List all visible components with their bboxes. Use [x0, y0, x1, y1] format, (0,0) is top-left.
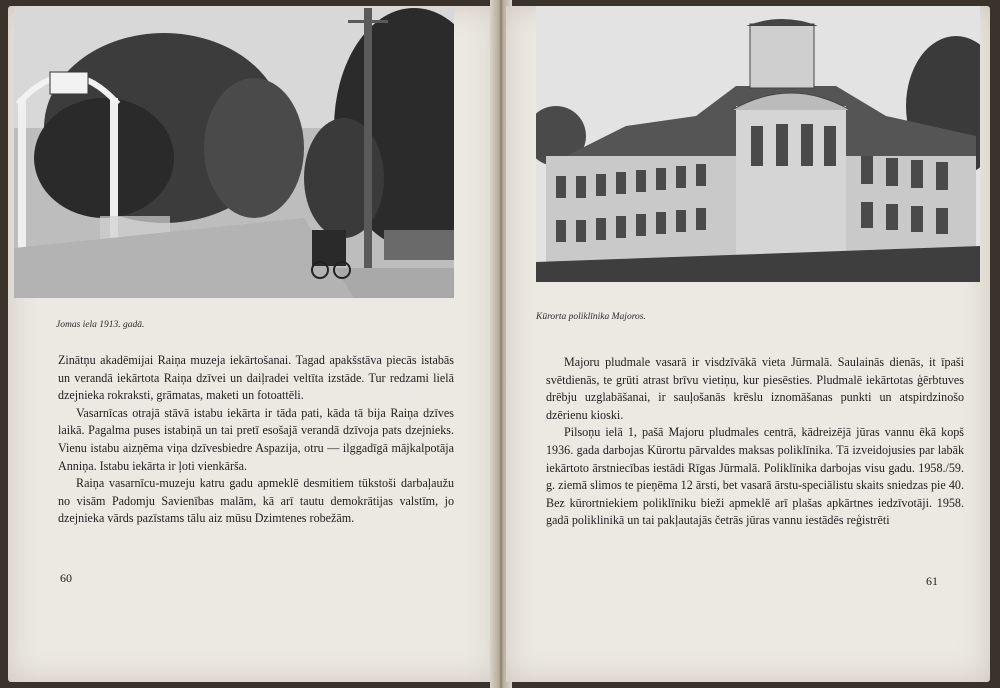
- left-paragraph: Raiņa vasarnīcu-muzeju katru gadu apmeklē desmitiem tūkstoši darbaļaužu no visām Padomju Savienības malām, kā arī tautu demokrātijas valstīm, jo dzejnieka vārds pazīstams tālu aiz mūsu Dzimtenes robežām.: [58, 476, 454, 526]
- right-page: [506, 6, 990, 682]
- left-photo-caption: Jomas iela 1913. gadā.: [56, 320, 145, 330]
- polyclinic-photo: [536, 6, 980, 282]
- left-page: [8, 6, 496, 682]
- right-photo-caption: Kūrorta poliklīnika Majoros.: [536, 312, 646, 322]
- right-body-text: [546, 354, 964, 530]
- left-paragraph: Zinātņu akadēmijai Raiņa muzeja iekārtošanai. Tagad apakšstāva piecās istabās un verandā iekārtota Raiņa dzīvei un daiļradei veltīta izstāde. Tur redzami lielā dzejnieka rokraksti, grāmatas, maketi un fotoattēli.: [58, 353, 454, 403]
- left-body-text: [58, 352, 454, 528]
- street-scene-image: [14, 8, 454, 298]
- right-paragraph: Majoru pludmale vasarā ir visdzīvākā vieta Jūrmalā. Saulainās dienās, it īpaši svētdienās, te grūti atrast brīvu vietiņu, kur piesēsties. Pludmalē iekārtotas ģērbtuves drēbju uzglabāšanai, ir sauļošanās krēslu iznomāšanas punkti un atspirdzinošo dzērienu kioski.: [546, 355, 964, 422]
- street-photo: [14, 8, 454, 298]
- right-paragraph: Pilsoņu ielā 1, pašā Majoru pludmales centrā, kādreizējā jūras vannu ēkā kopš 1936. gada darbojas Kūrortu pārvaldes maksas poliklīnika. Tā izveidojusies par labāk iekārtoto ārstniecības iestādi Rīgas Jūrmalā. Poliklīnika darbojas visu gadu. 1958./59. g. ziemā slimos te pieņēma 12 ārsti, bet vasarā ārstu-speciālistu skaits sniedzas pie 40. Bez kūrortniekiem poliklīniku bieži apmeklē arī plašas apkārtnes iedzīvotāji. 1958. gadā poliklinikā un tai pakļautajās četrās jūras vannu iestādēs reģistrēti: [546, 425, 964, 528]
- left-page-number: 60: [60, 571, 72, 585]
- right-page-number: 61: [926, 574, 938, 588]
- building-image: [536, 6, 980, 282]
- left-paragraph: Vasarnīcas otrajā stāvā istabu iekārta ir tāda pati, kāda tā bija Raiņa dzīves laikā. Pagalma puses istabiņā un tai pretī esošajā verandā dzīvoja pats dzejnieks. Vienu istabu aizņēma viņa dzīvesbiedre Aspazija, otru — ilggadīgā mājkalpotāja Anniņa. Istabu iekārta ir ļoti vienkārša.: [58, 405, 454, 473]
